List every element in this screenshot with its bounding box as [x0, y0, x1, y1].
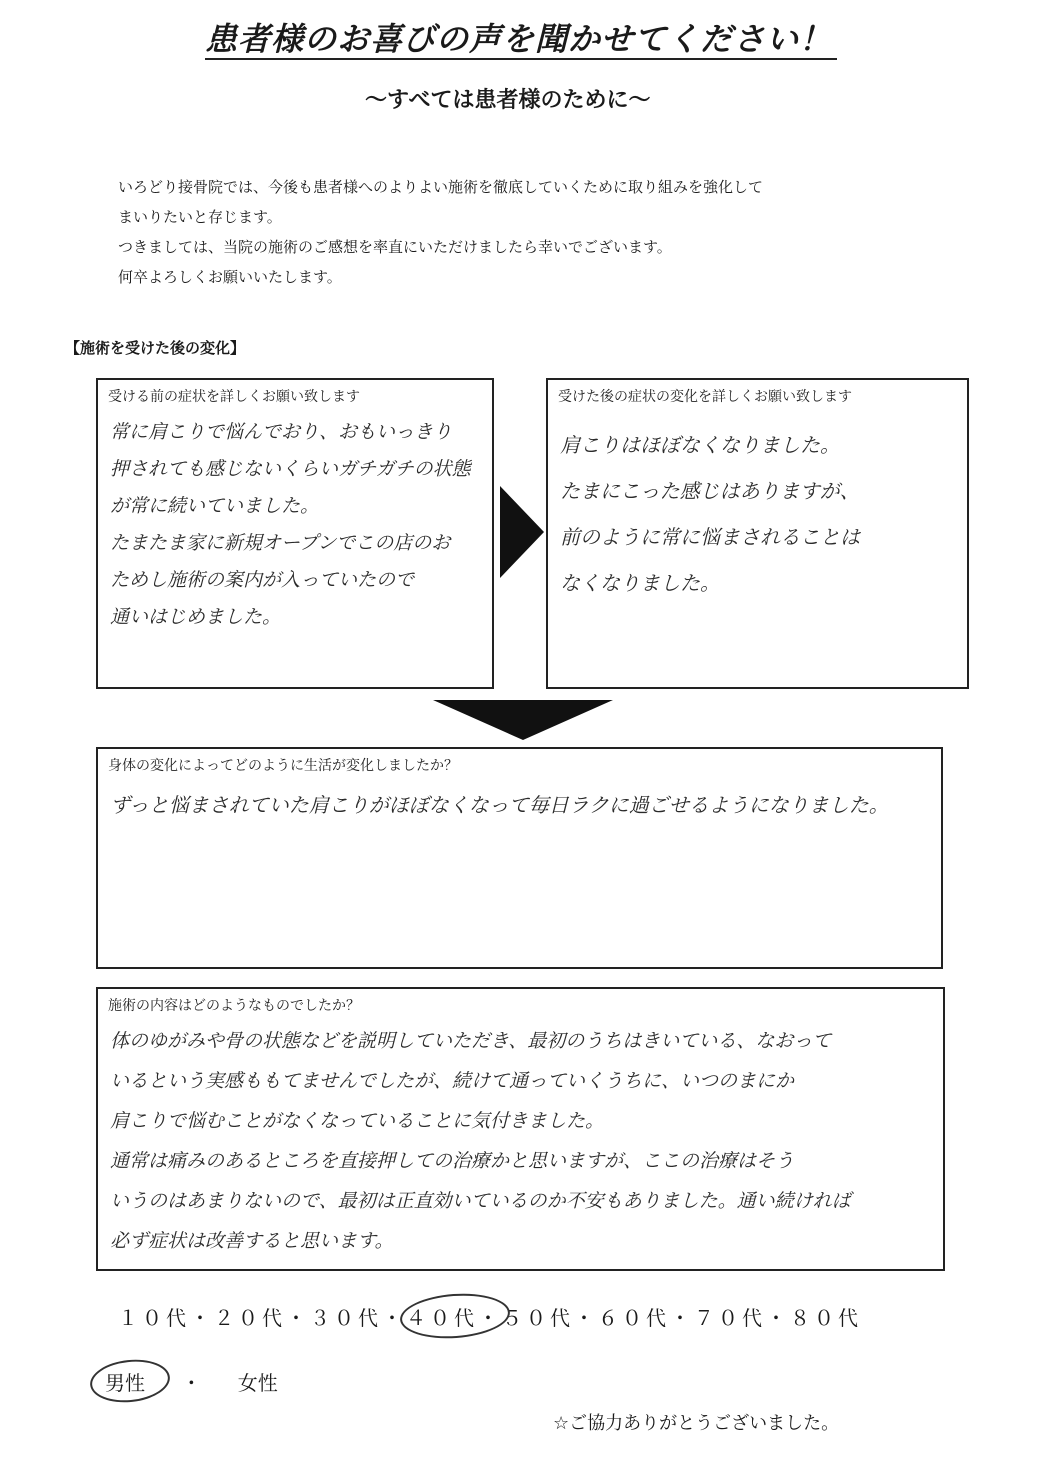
before-symptoms-box [96, 378, 494, 689]
page-subtitle: ～すべては患者様のために～ [365, 88, 651, 113]
intro-line: まいりたいと存じます。 [118, 208, 282, 226]
after-changes-box [546, 378, 969, 689]
intro-line: いろどり接骨院では、今後も患者様へのよりよい施術を徹底していくために取り組みを強化して [118, 178, 764, 196]
page-title: 患者様のお喜びの声を聞かせてください！ [205, 20, 833, 58]
answer-line: ずっと悩まされていた肩こりがほぼなくなって毎日ラクに過ごせるようになりました。 [110, 793, 889, 817]
answer-line: いうのはあまりないので、最初は正直効いているのか不安もありました。通い続ければ [110, 1190, 851, 1212]
answer-line: 必ず症状は改善すると思います。 [110, 1230, 394, 1252]
gender-female: 女性 [237, 1371, 278, 1395]
answer-line: 前のように常に悩まされることは [560, 525, 860, 549]
answer-line: 通いはじめました。 [110, 606, 282, 628]
answer-line: ためし施術の案内が入っていたので [110, 569, 415, 591]
intro-line: つきましては、当院の施術のご感想を率直にいただけましたら幸いでございます。 [118, 238, 672, 256]
answer-line: いるという実感ももてませんでしたが、続けて通っていくうちに、いつのまにか [110, 1070, 795, 1092]
down-arrow-icon [433, 700, 613, 740]
after-answer [560, 422, 860, 606]
treatment-content-box [96, 987, 945, 1271]
answer-line: 肩こりで悩むことがなくなっていることに気付きました。 [110, 1110, 605, 1132]
gender-separator: ・ [181, 1371, 202, 1395]
intro-line: 何卒よろしくお願いいたします。 [118, 268, 342, 286]
answer-line: 体のゆがみや骨の状態などを説明していただき、最初のうちはきいている、なおって [110, 1030, 832, 1052]
life-answer [110, 787, 889, 824]
answer-line: 通常は痛みのあるところを直接押しての治療かと思いますが、ここの治療はそう [110, 1150, 795, 1172]
answer-line: が常に続いていました。 [110, 495, 320, 517]
content-prompt: 施術の内容はどのようなものでしたか？ [108, 998, 360, 1014]
thanks-message: ☆ご協力ありがとうございました。 [553, 1413, 840, 1434]
answer-line: たまにこった感じはありますが、 [560, 479, 860, 503]
after-prompt: 受けた後の症状の変化を詳しくお願い致します [558, 389, 852, 405]
before-prompt: 受ける前の症状を詳しくお願い致します [108, 389, 360, 405]
title-underline [205, 58, 837, 60]
answer-line: 常に肩こりで悩んでおり、おもいっきり [110, 421, 453, 443]
life-change-box [96, 747, 943, 969]
gender-male: 男性 [105, 1371, 145, 1395]
content-answer [110, 1021, 851, 1261]
answer-line: たまたま家に新規オープンでこの店のお [110, 532, 451, 554]
intro-text [118, 172, 878, 292]
answer-line: 押されても感じないくらいガチガチの状態 [110, 458, 471, 480]
right-arrow-icon [500, 486, 544, 578]
selected-age-circle [399, 1290, 512, 1342]
selected-gender-circle [88, 1356, 172, 1406]
before-answer [110, 414, 471, 636]
age-options: １０代・２０代・３０代・４０代・５０代・６０代・７０代・８０代 [118, 1306, 862, 1330]
section-label: 【施術を受けた後の変化】 [65, 339, 246, 357]
life-prompt: 身体の変化によってどのように生活が変化しましたか？ [108, 758, 458, 774]
answer-line: 肩こりはほぼなくなりました。 [560, 433, 840, 457]
answer-line: なくなりました。 [560, 571, 720, 595]
